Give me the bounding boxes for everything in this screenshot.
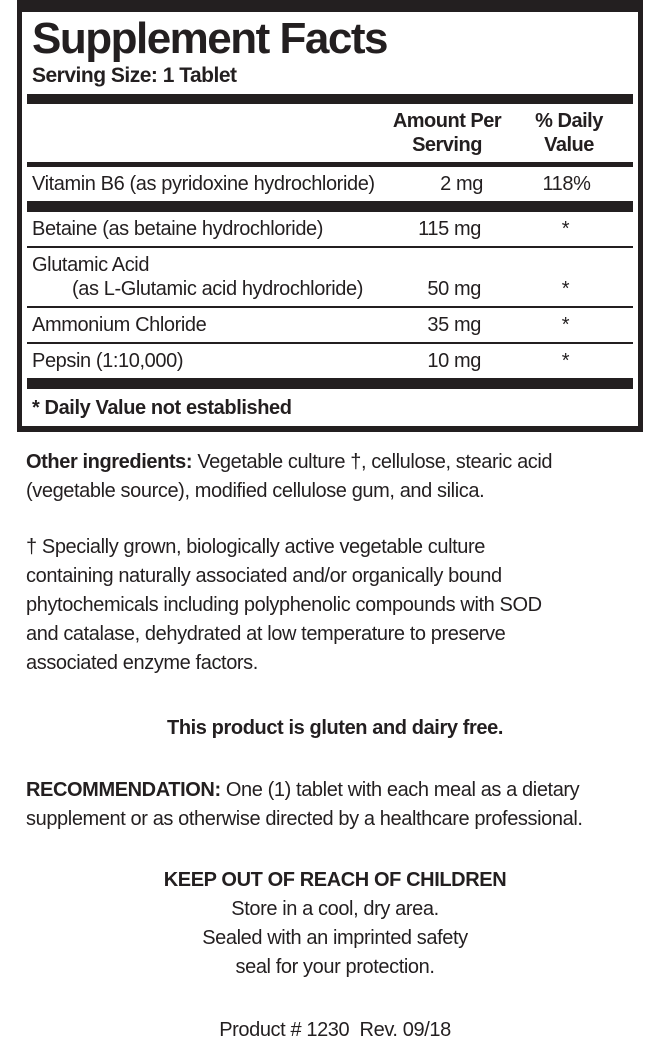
caution-block [26, 866, 644, 982]
table-row-ammonium-chloride [27, 308, 633, 342]
nutrient-daily-value: * [561, 314, 570, 336]
dagger-note-line: and catalase, dehydrated at low temperature to preserve [26, 623, 506, 645]
dagger-note-line: associated enzyme factors. [26, 652, 258, 674]
recommendation-label: RECOMMENDATION: [26, 779, 221, 801]
dagger-note-paragraph [26, 533, 644, 678]
nutrient-name: Pepsin (1:10,000) [32, 350, 184, 372]
section-divider-bar [27, 201, 633, 212]
gluten-dairy-note: This product is gluten and dairy free. [167, 717, 503, 739]
safety-seal-line1: Sealed with an imprinted safety [202, 927, 468, 949]
header-dv-line2: Value [544, 134, 594, 156]
safety-seal-line2: seal for your protection. [235, 956, 435, 978]
recommendation-paragraph [26, 776, 644, 834]
nutrient-name-line1: Glutamic Acid [32, 254, 150, 276]
nutrient-daily-value: * [561, 350, 570, 372]
serving-size: Serving Size: 1 Tablet [32, 64, 237, 87]
section-divider-bar [27, 378, 633, 389]
header-amount-per-serving [384, 109, 510, 157]
daily-value-footnote: * Daily Value not established [32, 397, 292, 419]
recommendation-line1-text: One (1) tablet with each meal as a dietary [220, 779, 580, 801]
nutrient-name: Betaine (as betaine hydrochloride) [32, 218, 324, 240]
storage-instruction: Store in a cool, dry area. [231, 898, 439, 920]
nutrient-amount: 115 mg [418, 218, 481, 240]
nutrient-daily-value: 118% [542, 173, 591, 195]
dagger-note-line: containing naturally associated and/or organically bound [26, 565, 502, 587]
nutrient-amount: 50 mg [427, 278, 481, 300]
nutrient-daily-value: * [561, 218, 570, 240]
nutrient-amount: 35 mg [427, 314, 481, 336]
table-row-pepsin [27, 344, 633, 378]
product-number-and-revision: Product # 1230 Rev. 09/18 [219, 1019, 451, 1041]
nutrient-name [32, 253, 371, 301]
table-row-vitamin-b6 [27, 167, 633, 201]
other-ingredients-paragraph [26, 448, 644, 506]
header-dv-line1: % Daily [535, 110, 603, 132]
table-row-glutamic-acid [27, 248, 633, 306]
other-ingredients-line2: (vegetable source), modified cellulose gum, and silica. [26, 480, 485, 502]
dagger-note-line: phytochemicals including polyphenolic compounds with SOD [26, 594, 542, 616]
header-amount-line2: Serving [412, 134, 482, 156]
panel-title: Supplement Facts [32, 14, 387, 63]
nutrient-amount: 10 mg [427, 350, 481, 372]
nutrient-amount: 2 mg [440, 173, 483, 195]
nutrient-daily-value: * [561, 278, 570, 300]
dagger-note-line: † Specially grown, biologically active vegetable culture [26, 536, 485, 558]
keep-out-of-reach-warning: KEEP OUT OF REACH OF CHILDREN [163, 869, 507, 891]
other-ingredients-label: Other ingredients: [26, 451, 193, 473]
header-percent-daily-value [510, 109, 628, 157]
header-amount-line1: Amount Per [392, 110, 502, 132]
nutrient-name-line2: (as L-Glutamic acid hydrochloride) [72, 278, 363, 300]
recommendation-line2: supplement or as otherwise directed by a healthcare professional. [26, 808, 583, 830]
nutrient-name: Vitamin B6 (as pyridoxine hydrochloride) [32, 173, 375, 195]
table-header-row [27, 104, 633, 162]
supplement-facts-panel [17, 0, 643, 432]
other-ingredients-line1-text: Vegetable culture †, cellulose, stearic acid [192, 451, 553, 473]
section-divider-bar [27, 94, 633, 104]
recommendation-line1 [26, 776, 644, 805]
label-details [0, 448, 664, 1045]
other-ingredients-line1 [26, 448, 644, 477]
nutrient-name: Ammonium Chloride [32, 314, 207, 336]
table-row-betaine [27, 212, 633, 246]
